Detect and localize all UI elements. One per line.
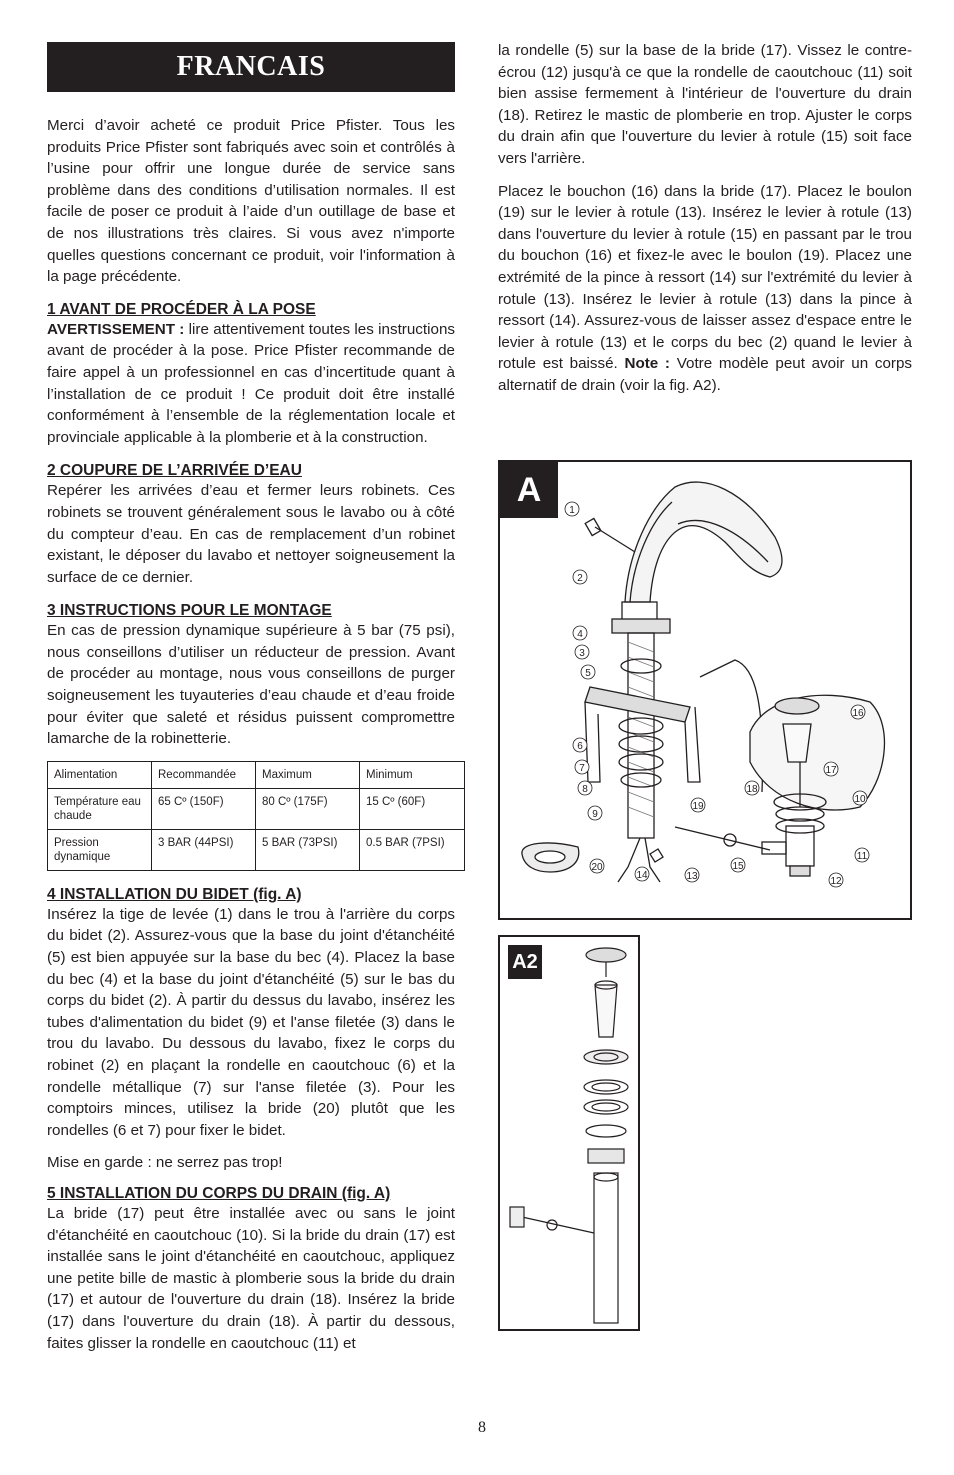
section-5-continued: la rondelle (5) sur la base de la bride (17). Vissez le contre-écrou (12) jusqu'à ce que la rondelle de caoutchouc (11) soit bien assise fermement à l'intérieur de l'ouverture du drain (18). Retirez le mastic de plomberie en trop. Ajuster le corps du drain afin que l'ouverture du levier à rotule (15) soit face vers l'arrière.	[498, 42, 912, 167]
svg-text:3: 3	[579, 648, 585, 659]
callout-19	[691, 798, 705, 812]
note-text: Votre modèle peut avoir un corps alternatif de drain (voir la fig. A2).	[498, 355, 912, 394]
callout-5	[581, 665, 595, 679]
callout-15	[731, 858, 745, 872]
figure-a-exploded-diagram	[500, 462, 910, 918]
section-1	[47, 300, 455, 449]
section-1-heading: 1 AVANT DE PROCÉDER À LA POSE	[47, 300, 316, 318]
page-number: 8	[478, 1419, 486, 1436]
right-column	[498, 40, 912, 397]
section-4-body: Insérez la tige de levée (1) dans le trou à l'arrière du corps du bidet (2). Assurez-vous que la base du joint d'étanchéité (5) est bien appuyée sur la base du bec (4). Placez la base du bec (4) et la base du joint d'étanchéité (5) sur le bas du corps du bidet (2). À partir du dessus du lavabo, insérez les tubes d'alimentation du bidet (9) et l'anse filetée (3) dans le trou du lavabo. Du dessous du lavabo, fixez le corps du robinet (2) en plaçant la rondelle en caoutchouc (6) et la rondelle métallique (7) sur l'anse filetée (3). Pour les comptoirs minces, utilisez la bride (20) plutôt que les rondelles (6 et 7) pour fixer le bidet.	[47, 905, 455, 1139]
svg-text:19: 19	[692, 801, 704, 812]
callout-18	[745, 781, 759, 795]
figure-a-label: A	[500, 462, 558, 518]
figure-a2-label: A2	[508, 945, 542, 979]
table-cell: 5 BAR (73PSI)	[256, 829, 360, 870]
figure-a	[498, 460, 912, 920]
table-cell: 80 Cº (175F)	[256, 788, 360, 829]
callout-20	[590, 859, 604, 873]
section-4-heading: 4 INSTALLATION DU BIDET (fig. A)	[47, 885, 302, 903]
section-5-heading: 5 INSTALLATION DU CORPS DU DRAIN (fig. A)	[47, 1184, 391, 1202]
svg-text:17: 17	[825, 765, 837, 776]
callout-14	[635, 867, 649, 881]
table-cell: 0.5 BAR (7PSI)	[360, 829, 465, 870]
section-1-body	[47, 319, 455, 449]
table-row	[48, 829, 465, 870]
svg-text:18: 18	[746, 784, 758, 795]
section-2	[47, 461, 455, 588]
callout-3	[575, 645, 589, 659]
figure-a2-drain-diagram	[500, 937, 638, 1329]
callout-17	[824, 762, 838, 776]
callout-8	[578, 781, 592, 795]
svg-text:10: 10	[854, 794, 866, 805]
table-cell: Pression dynamique	[48, 829, 152, 870]
svg-text:14: 14	[636, 870, 648, 881]
callout-10	[853, 791, 867, 805]
svg-text:15: 15	[732, 861, 744, 872]
figure-a2	[498, 935, 640, 1331]
svg-text:1: 1	[569, 505, 575, 516]
warning-text: lire attentivement toutes les instructions avant de procéder à la pose. Price Pfister recommande de faire appel à un professionnel en cas d’incertitude quant à l’installation de ce produit ! Ce produit doit être installé conformément à l’ensemble de la réglementation locale et provinciale applicable à la plomberie et à la construction.	[47, 320, 455, 446]
callout-16	[851, 705, 865, 719]
section-2-heading: 2 COUPURE DE L’ARRIVÉE D’EAU	[47, 462, 302, 480]
table-cell: 15 Cº (60F)	[360, 788, 465, 829]
svg-text:12: 12	[830, 876, 842, 887]
svg-text:13: 13	[686, 871, 698, 882]
section-3	[47, 601, 455, 750]
table-header-cell: Minimum	[360, 761, 465, 788]
table-row	[48, 788, 465, 829]
pressure-table	[47, 761, 465, 871]
svg-text:4: 4	[577, 629, 583, 640]
table-cell: 3 BAR (44PSI)	[152, 829, 256, 870]
table-header-cell: Alimentation	[48, 761, 152, 788]
page-title: FRANCAIS	[47, 42, 455, 92]
svg-text:9: 9	[592, 809, 598, 820]
table-header-cell: Maximum	[256, 761, 360, 788]
svg-text:6: 6	[577, 741, 583, 752]
section-5	[47, 1184, 455, 1354]
callout-7	[575, 760, 589, 774]
callout-1	[565, 502, 579, 516]
note-label: Note :	[624, 355, 670, 373]
section-5-para2-text: Placez le bouchon (16) dans la bride (17). Placez le boulon (19) sur le levier à rotule (13). Insérez le levier à rotule (13) dans l'ouverture du levier à rotule (15) en passant par le trou du bouchon (16) et fixez-le avec le boulon (19). Placez une extrémité de la pince à ressort (14) sur l'extrémité du levier à rotule (13). Insérez le levier à rotule (13) dans la pince à ressort (14). Assurez-vous de laisser assez d'espace entre le levier à rotule (13) et le corps du bec (2) quand le levier à rotule est baissé.	[498, 182, 912, 373]
left-column	[47, 42, 455, 1354]
section-5-body: La bride (17) peut être installée avec ou sans le joint d'étanchéité en caoutchouc (10). Si la bride du drain (17) est installée sans le joint d'étanchéité en caoutchouc, appliquez une petite bille de mastic à plomberie sous la bride du drain (17) et autour de l'ouverture du drain (18). Insérez la bride (17) dans l'ouverture du drain (18). À partir du dessous, faites glisser la rondelle en caoutchouc (11) et	[47, 1204, 455, 1352]
caution-text: Mise en garde : ne serrez pas trop!	[47, 1154, 283, 1172]
callout-11	[855, 848, 869, 862]
table-header-cell: Recommandée	[152, 761, 256, 788]
table-header-row	[48, 761, 465, 788]
svg-text:20: 20	[591, 862, 603, 873]
svg-text:2: 2	[577, 573, 583, 584]
callout-12	[829, 873, 843, 887]
section-2-body: Repérer les arrivées d’eau et fermer leurs robinets. Ces robinets se trouvent généralement sous le lavabo ou à côté du compteur d’eau. En cas de remplacement d’un robinet existant, le déposer du lavabo et nettoyer soigneusement la surface de ce dernier.	[47, 482, 455, 586]
section-3-body: En cas de pression dynamique supérieure à 5 bar (75 psi), nous conseillons d’utiliser un réducteur de pression. Avant de procéder au montage, nous vous conseillons de purger soigneusement les tuyauteries d’eau chaude et d’eau froide pour éviter que saleté et résidus puissent compromettre lamarche de la robinetterie.	[47, 622, 455, 748]
svg-text:7: 7	[579, 763, 585, 774]
svg-text:5: 5	[585, 668, 591, 679]
section-5-paragraph-2	[498, 181, 912, 397]
callout-6	[573, 738, 587, 752]
callout-9	[588, 806, 602, 820]
svg-text:11: 11	[856, 851, 868, 862]
callout-2	[573, 570, 587, 584]
callout-4	[573, 626, 587, 640]
intro-paragraph: Merci d’avoir acheté ce produit Price Pfister. Tous les produits Price Pfister sont fabriqués avec soin et contrôlés à l’usine pour offrir une longue durée de service sans problème dans des conditions d’utilisation normales. Il est facile de poser ce produit à l’aide d’un outillage de base et de nos illustrations très claires. Si vous avez n'importe quelles questions concernant ce produit, voir l'information à la page précédente.	[47, 117, 455, 286]
svg-text:8: 8	[582, 784, 588, 795]
svg-text:16: 16	[852, 708, 864, 719]
section-3-heading: 3 INSTRUCTIONS POUR LE MONTAGE	[47, 602, 332, 620]
section-4	[47, 885, 455, 1174]
table-cell: 65 Cº (150F)	[152, 788, 256, 829]
callout-13	[685, 868, 699, 882]
warning-label: AVERTISSEMENT :	[47, 320, 185, 338]
table-cell: Température eau chaude	[48, 788, 152, 829]
